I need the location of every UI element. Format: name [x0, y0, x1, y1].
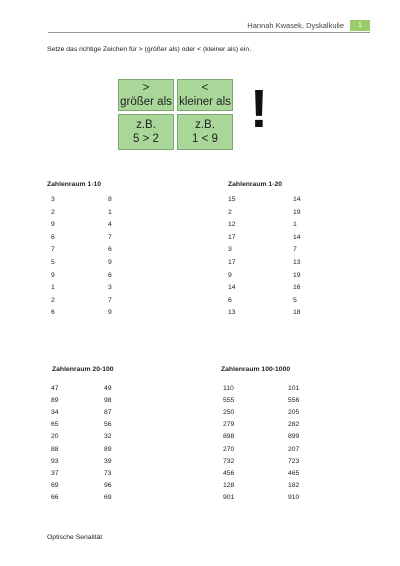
less-than-example-box: [177, 114, 233, 150]
number-left: 898: [223, 433, 235, 441]
number-left: 9: [51, 271, 55, 279]
number-right: 4: [108, 221, 112, 229]
number-left: 2: [51, 208, 55, 216]
number-right: 465: [288, 469, 300, 477]
number-left: 65: [51, 421, 59, 429]
number-right: 1: [108, 208, 112, 216]
number-right: 39: [104, 457, 112, 465]
less-than-symbol: <: [201, 81, 209, 94]
number-right: 282: [288, 421, 300, 429]
number-right: 96: [104, 481, 112, 489]
number-right: 49: [104, 385, 112, 392]
number-right: 56: [104, 421, 112, 429]
number-right: 13: [293, 259, 301, 266]
number-left: 37: [51, 469, 59, 477]
number-left: 17: [228, 259, 236, 266]
number-right: 101: [288, 385, 300, 392]
number-left: 9: [228, 271, 232, 279]
number-right: 556: [288, 397, 300, 405]
number-right: 723: [288, 457, 300, 465]
number-left: 5: [51, 259, 55, 266]
number-left: 6: [51, 309, 55, 317]
number-left: 13: [228, 309, 236, 317]
number-left: 456: [223, 469, 235, 477]
number-right: 9: [108, 309, 112, 317]
less-than-box: [177, 79, 233, 111]
number-right: 7: [293, 246, 297, 254]
number-right: 69: [104, 493, 112, 501]
section-title: Zahlenraum 20-100: [52, 366, 114, 373]
number-right: 19: [293, 271, 301, 279]
number-left: 555: [223, 397, 235, 405]
example-prefix: z.B.: [136, 118, 156, 131]
number-left: 88: [51, 445, 59, 453]
less-than-label: kleiner als: [179, 96, 231, 108]
number-right: 6: [108, 246, 112, 254]
number-right: 7: [108, 296, 112, 304]
number-left: 15: [228, 196, 236, 203]
number-left: 12: [228, 221, 236, 229]
greater-than-symbol: >: [142, 81, 150, 94]
number-left: 66: [51, 493, 59, 501]
number-right: 9: [108, 259, 112, 266]
example-prefix: z.B.: [195, 118, 215, 131]
number-right: 19: [293, 208, 301, 216]
number-right: 14: [293, 233, 301, 241]
number-right: 14: [293, 196, 301, 203]
number-right: 73: [104, 469, 112, 477]
example-expression: 5 > 2: [133, 133, 159, 145]
section-title: Zahlenraum 1-20: [228, 181, 283, 188]
header-author-title: Hannah Kwasek, Dyskalkulie: [247, 21, 344, 30]
number-left: 128: [223, 481, 235, 489]
number-left: 17: [228, 233, 236, 241]
number-left: 93: [51, 457, 59, 465]
number-left: 6: [228, 296, 232, 304]
number-left: 732: [223, 457, 235, 465]
number-right: 910: [288, 493, 300, 501]
number-left: 6: [51, 233, 55, 241]
number-left: 14: [228, 284, 236, 292]
number-right: 87: [104, 409, 112, 417]
number-right: 205: [288, 409, 300, 417]
number-left: 9: [51, 221, 55, 229]
instruction-text: Setze das richtige Zeichen für > (größer als) oder < (kleiner als) ein.: [47, 46, 251, 53]
greater-than-label: größer als: [120, 96, 172, 108]
number-right: 16: [293, 284, 301, 292]
footer-text: Optische Serialität: [47, 534, 103, 541]
page-number-badge: 1: [350, 20, 370, 31]
number-right: 32: [104, 433, 112, 441]
number-right: 5: [293, 296, 297, 304]
number-left: 47: [51, 385, 59, 392]
number-left: 110: [223, 385, 234, 392]
number-right: 8: [108, 196, 112, 203]
number-left: 20: [51, 433, 59, 441]
greater-than-box: [118, 79, 174, 111]
exclamation-mark: !: [250, 79, 268, 139]
number-right: 6: [108, 271, 112, 279]
number-left: 7: [51, 246, 55, 254]
number-left: 2: [228, 208, 232, 216]
header-divider: [48, 32, 370, 33]
example-expression: 1 < 9: [192, 133, 218, 145]
number-right: 89: [104, 445, 112, 453]
number-right: 7: [108, 233, 112, 241]
number-left: 270: [223, 445, 235, 453]
number-right: 18: [293, 309, 301, 317]
number-left: 279: [223, 421, 235, 429]
number-left: 250: [223, 409, 235, 417]
number-left: 1: [51, 284, 55, 292]
page-header: [247, 20, 370, 31]
number-left: 69: [51, 481, 59, 489]
number-left: 2: [51, 296, 55, 304]
greater-than-example-box: [118, 114, 174, 150]
number-right: 899: [288, 433, 300, 441]
number-left: 89: [51, 397, 59, 405]
number-right: 182: [288, 481, 300, 489]
number-left: 901: [223, 493, 235, 501]
number-right: 98: [104, 397, 112, 405]
section-title: Zahlenraum 100-1000: [221, 366, 291, 373]
section-title: Zahlenraum 1-10: [47, 181, 102, 188]
number-right: 207: [288, 445, 300, 453]
number-right: 3: [108, 284, 112, 292]
number-right: 1: [293, 221, 297, 229]
number-left: 3: [228, 246, 232, 254]
number-left: 34: [51, 409, 59, 417]
number-left: 3: [51, 196, 55, 203]
